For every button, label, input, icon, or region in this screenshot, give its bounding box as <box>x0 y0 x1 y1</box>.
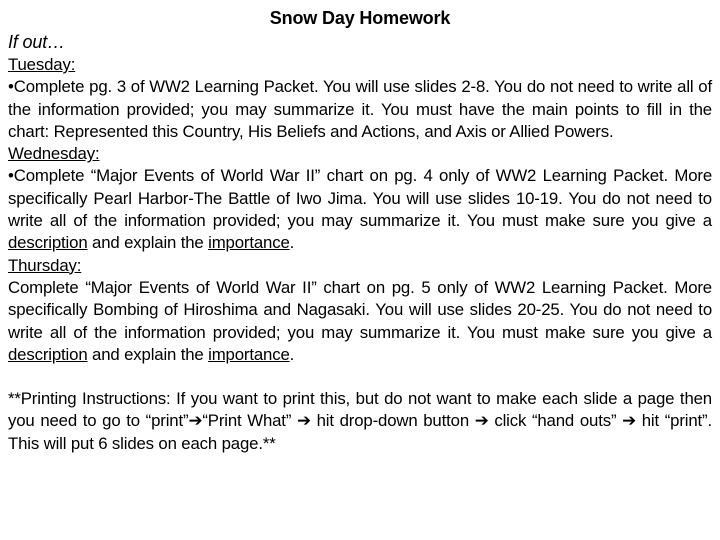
tuesday-heading: Tuesday: <box>8 55 76 74</box>
wednesday-heading: Wednesday: <box>8 144 100 164</box>
wednesday-text <box>8 165 712 254</box>
wednesday-text-middle: and explain the <box>87 233 209 253</box>
subtitle: If out… <box>8 32 65 52</box>
thursday-importance-underlined: importance <box>208 344 290 364</box>
page-title: Snow Day Homework <box>269 8 451 28</box>
thursday-text-end: . <box>289 344 295 364</box>
wednesday-text-end: . <box>289 233 295 253</box>
tuesday-text: •Complete pg. 3 of WW2 Learning Packet. You will use slides 2-8. You do not need to write all of the information provided; you may summarize it. You must have the main points to fill in the chart: Represented this Country, His Beliefs and Actions, and Axis or Allied Powers. <box>8 77 712 141</box>
thursday-text <box>8 277 712 366</box>
printing-instructions: **Printing Instructions: If you want to print this, but do not want to make each slide a page then you need to go to “print”➔“Print What” ➔ hit drop-down button ➔ click “hand outs” ➔ hit “print”. This will put 6 slides on each page.** <box>8 389 712 453</box>
thursday-text-before: Complete “Major Events of World War II” chart on pg. 5 only of WW2 Learning Packet. More specifically Bombing of Hiroshima and Nagasaki. You will use slides 20-25. You do not need to write all of the information provided; you may summarize it. You must make sure you give a <box>8 277 712 342</box>
thursday-heading: Thursday: <box>8 255 82 275</box>
wednesday-text-before: •Complete “Major Events of World War II” chart on pg. 4 only of WW2 Learning Packet. More specifically Pearl Harbor-The Battle of Iwo Jima. You will use slides 10-19. You do not need to write all of the information provided; you may summarize it. You must make sure you give a <box>8 166 712 231</box>
spacer <box>8 366 712 388</box>
wednesday-importance-underlined: importance <box>208 233 290 253</box>
thursday-description-underlined: description <box>8 344 88 364</box>
wednesday-description-underlined: description <box>8 233 88 253</box>
thursday-text-middle: and explain the <box>87 344 209 364</box>
